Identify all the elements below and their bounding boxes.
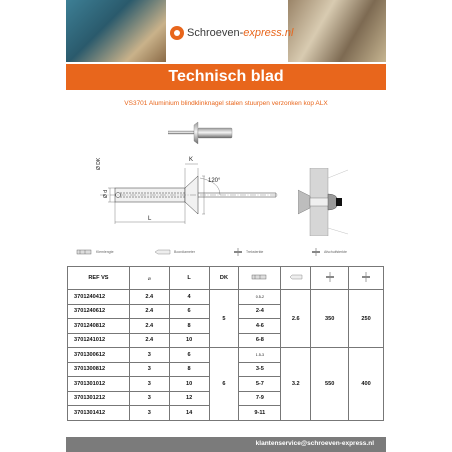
legend-shear: Afschuifsterkte — [324, 250, 347, 254]
grip-range-icon — [76, 248, 94, 256]
tensile-icon — [232, 248, 244, 256]
logo-mark-icon — [170, 26, 184, 40]
tensile-value: 350 — [311, 290, 349, 348]
header-banner — [66, 0, 386, 62]
grip-range-icon — [251, 273, 269, 281]
legend-bore: Boordiameter — [174, 250, 196, 254]
label-l: L — [148, 216, 152, 222]
shear-value: 400 — [349, 348, 384, 421]
label-angle: 120° — [208, 178, 221, 184]
customer-service-email[interactable]: klantenservice@schroeven-express.nl — [255, 440, 374, 447]
table-row: 3701301412 3 14 9-11 — [68, 406, 384, 421]
drill-bit-icon — [289, 273, 303, 281]
shear-value: 250 — [349, 290, 384, 348]
header-diameter: Ø — [129, 267, 169, 290]
header-head-diameter: DK — [209, 267, 239, 290]
legend-tensile: Treksterkte — [246, 250, 264, 254]
table-row: 3701301012 3 10 5-7 — [68, 377, 384, 392]
header-ref: REF VS — [68, 267, 130, 290]
brand-domain: express.nl — [243, 27, 294, 39]
table-row: 3701241012 2.4 10 6-8 — [68, 333, 384, 348]
grip-range-note: 0.5-2 — [239, 290, 281, 305]
tools-photo — [66, 0, 166, 62]
bore-value: 3.2 — [281, 348, 311, 421]
grip-range-note: 1.5-3 — [239, 348, 281, 363]
dk-value: 6 — [209, 348, 239, 421]
table-row: 3701301212 3 12 7-9 — [68, 391, 384, 406]
header-length: L — [169, 267, 209, 290]
table-row: 3701300812 3 8 3-5 — [68, 362, 384, 377]
screws-photo — [288, 0, 386, 62]
label-dk: Ø DK — [96, 157, 102, 170]
bore-value: 2.6 — [281, 290, 311, 348]
shear-icon — [310, 248, 322, 256]
label-k: K — [189, 157, 194, 163]
drill-bit-icon — [154, 248, 172, 256]
brand-logo[interactable] — [170, 26, 293, 40]
table-row: 3701240612 2.4 6 2-4 — [68, 304, 384, 319]
product-description: VS3701 Aluminium blindklinknagel stalen stuurpen verzonken kop ALX — [124, 100, 328, 107]
tensile-icon — [325, 272, 335, 282]
legend-grip: Klemlengte — [96, 250, 114, 254]
table-row: 3701240412 2.4 4 5 0.5-2 2.6 350 250 — [68, 290, 384, 305]
rivet-section-view — [298, 168, 358, 236]
brand-name: Schroeven- — [187, 27, 244, 39]
tensile-value: 550 — [311, 348, 349, 421]
page-title: Technisch blad — [66, 64, 386, 90]
shear-icon — [361, 272, 371, 282]
table-header-row — [68, 267, 384, 290]
label-d: Ø d — [103, 189, 109, 198]
dk-value: 5 — [209, 290, 239, 348]
table-row: 3701300612 3 6 6 1.5-3 3.2 550 400 — [68, 348, 384, 363]
footer-bar — [66, 437, 386, 452]
specification-table — [67, 266, 384, 421]
rivet-technical-drawing — [80, 140, 280, 240]
table-row: 3701240812 2.4 8 4-6 — [68, 319, 384, 334]
icon-legend — [66, 247, 386, 261]
technical-sheet — [66, 0, 386, 452]
